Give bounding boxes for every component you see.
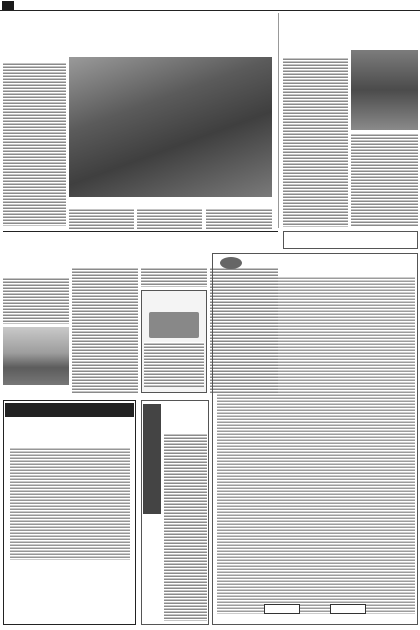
second-body-col1a: [3, 277, 69, 324]
side-body-col2: [351, 133, 418, 227]
bcp-ad-image: [149, 312, 199, 338]
comunicado-body: [10, 447, 130, 560]
column-divider: [278, 13, 279, 228]
page-header: [0, 0, 420, 11]
second-photo: [3, 327, 69, 385]
main-body-col1: [3, 62, 66, 226]
section-rule: [3, 231, 278, 232]
second-body-col2: [72, 267, 138, 393]
side-photo: [351, 50, 418, 130]
side-body-col1: [283, 57, 348, 227]
notice-stamp: [264, 604, 300, 614]
main-body-col4: [206, 208, 272, 230]
second-body-col3a: [141, 267, 207, 287]
main-body-col3: [137, 208, 202, 230]
bcp-ad-text: [144, 342, 204, 387]
ecofuturo-band: [143, 404, 161, 514]
classified-ad: [283, 231, 418, 249]
main-body-col2: [69, 208, 134, 230]
notice-body: [217, 276, 415, 614]
main-photo: [69, 57, 272, 197]
comunicado-header: [5, 403, 134, 417]
notice-stamp-2: [330, 604, 366, 614]
ecofuturo-body: [164, 433, 207, 621]
page-number: [2, 1, 14, 10]
notice-seal: [220, 257, 242, 269]
